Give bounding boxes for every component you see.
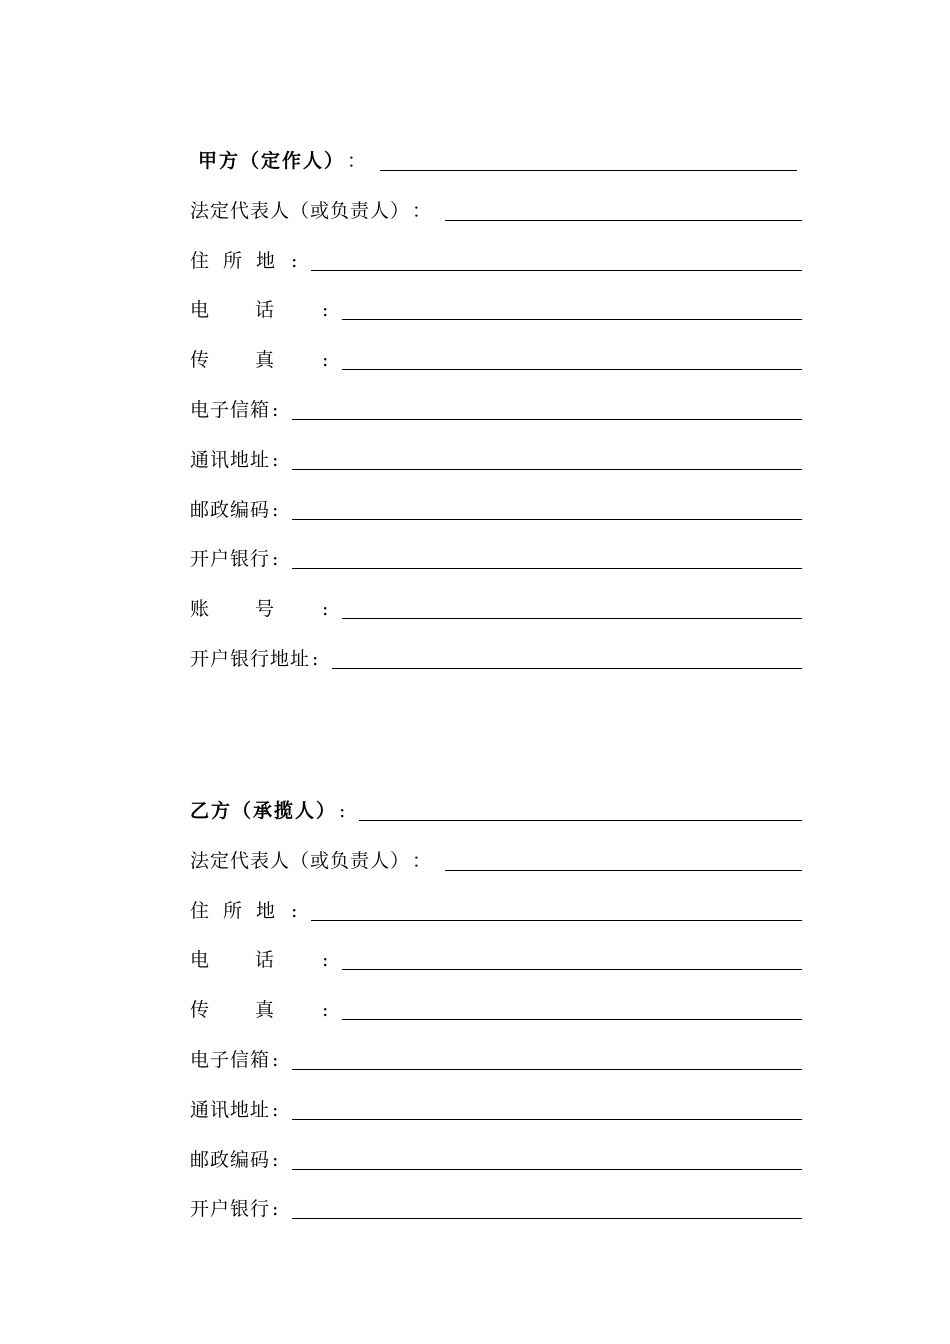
colon: : xyxy=(272,1098,279,1121)
party-b-address-row xyxy=(190,872,802,922)
party-b-section xyxy=(190,780,802,1220)
party-b-legal-rep-row xyxy=(190,822,802,872)
colon: : xyxy=(272,1048,279,1071)
colon: : xyxy=(272,398,279,421)
party-b-phone-row xyxy=(190,922,802,972)
colon: : xyxy=(322,349,329,372)
party-a-bank-address-row xyxy=(190,620,802,670)
account-line[interactable] xyxy=(342,618,802,619)
address-label: 住所地 xyxy=(190,899,290,922)
party-b-title-row xyxy=(190,780,802,822)
party-a-address-row xyxy=(190,222,802,272)
bank-label: 开户银行 xyxy=(190,548,271,571)
colon: : xyxy=(272,1148,279,1171)
legal-rep-label: 法定代表人（或负责人） xyxy=(190,849,411,872)
party-a-mail-address-row xyxy=(190,421,802,471)
bank-address-label: 开户银行地址 xyxy=(190,647,311,670)
colon: : xyxy=(272,548,279,571)
party-b-postal-code-row xyxy=(190,1121,802,1171)
colon: : xyxy=(322,949,329,972)
colon: ： xyxy=(412,849,432,872)
postal-code-label: 邮政编码 xyxy=(190,1148,271,1171)
party-b-mail-address-row xyxy=(190,1071,802,1121)
colon: : xyxy=(339,800,346,822)
colon: : xyxy=(272,448,279,471)
email-line[interactable] xyxy=(292,1069,802,1070)
bank-label: 开户银行 xyxy=(190,1198,271,1221)
colon: ： xyxy=(347,150,367,172)
colon: : xyxy=(322,598,329,621)
mail-address-label: 通讯地址 xyxy=(190,1098,271,1121)
account-label: 账号 xyxy=(190,598,321,621)
bank-line[interactable] xyxy=(292,1218,802,1219)
party-a-phone-row xyxy=(190,272,802,322)
colon: : xyxy=(272,498,279,521)
email-line[interactable] xyxy=(292,419,802,420)
party-a-section xyxy=(190,130,802,670)
postal-code-line[interactable] xyxy=(292,1169,802,1170)
party-a-bank-row xyxy=(190,521,802,571)
fax-line[interactable] xyxy=(342,369,802,370)
postal-code-label: 邮政编码 xyxy=(190,498,271,521)
email-label: 电子信箱 xyxy=(190,1048,271,1071)
postal-code-line[interactable] xyxy=(292,519,802,520)
party-b-bank-row xyxy=(190,1171,802,1221)
phone-label: 电话 xyxy=(190,949,321,972)
party-b-title: 乙方（承揽人） xyxy=(190,800,338,822)
phone-line[interactable] xyxy=(342,319,802,320)
address-label: 住所地 xyxy=(190,249,290,272)
party-a-name-line[interactable] xyxy=(380,170,797,171)
colon: : xyxy=(291,899,298,922)
colon: : xyxy=(322,999,329,1022)
mail-address-label: 通讯地址 xyxy=(190,448,271,471)
party-a-account-row xyxy=(190,570,802,620)
legal-rep-label: 法定代表人（或负责人） xyxy=(190,199,411,222)
fax-line[interactable] xyxy=(342,1019,802,1020)
address-line[interactable] xyxy=(311,920,802,921)
colon: : xyxy=(291,249,298,272)
party-a-title-row xyxy=(190,130,802,172)
party-a-title: 甲方（定作人） xyxy=(198,150,346,172)
mail-address-line[interactable] xyxy=(292,469,802,470)
colon: : xyxy=(322,299,329,322)
colon: : xyxy=(312,647,319,670)
phone-line[interactable] xyxy=(342,969,802,970)
party-b-name-line[interactable] xyxy=(359,820,802,821)
email-label: 电子信箱 xyxy=(190,398,271,421)
colon: : xyxy=(272,1198,279,1221)
fax-label: 传真 xyxy=(190,999,321,1022)
mail-address-line[interactable] xyxy=(292,1119,802,1120)
party-a-email-row xyxy=(190,371,802,421)
colon: ： xyxy=(412,199,432,222)
legal-rep-line[interactable] xyxy=(445,220,802,221)
legal-rep-line[interactable] xyxy=(445,870,802,871)
address-line[interactable] xyxy=(311,270,802,271)
phone-label: 电话 xyxy=(190,299,321,322)
party-a-postal-code-row xyxy=(190,471,802,521)
fax-label: 传真 xyxy=(190,349,321,372)
party-b-email-row xyxy=(190,1021,802,1071)
party-a-fax-row xyxy=(190,321,802,371)
party-a-legal-rep-row xyxy=(190,172,802,222)
bank-address-line[interactable] xyxy=(332,668,802,669)
bank-line[interactable] xyxy=(292,568,802,569)
party-b-fax-row xyxy=(190,971,802,1021)
